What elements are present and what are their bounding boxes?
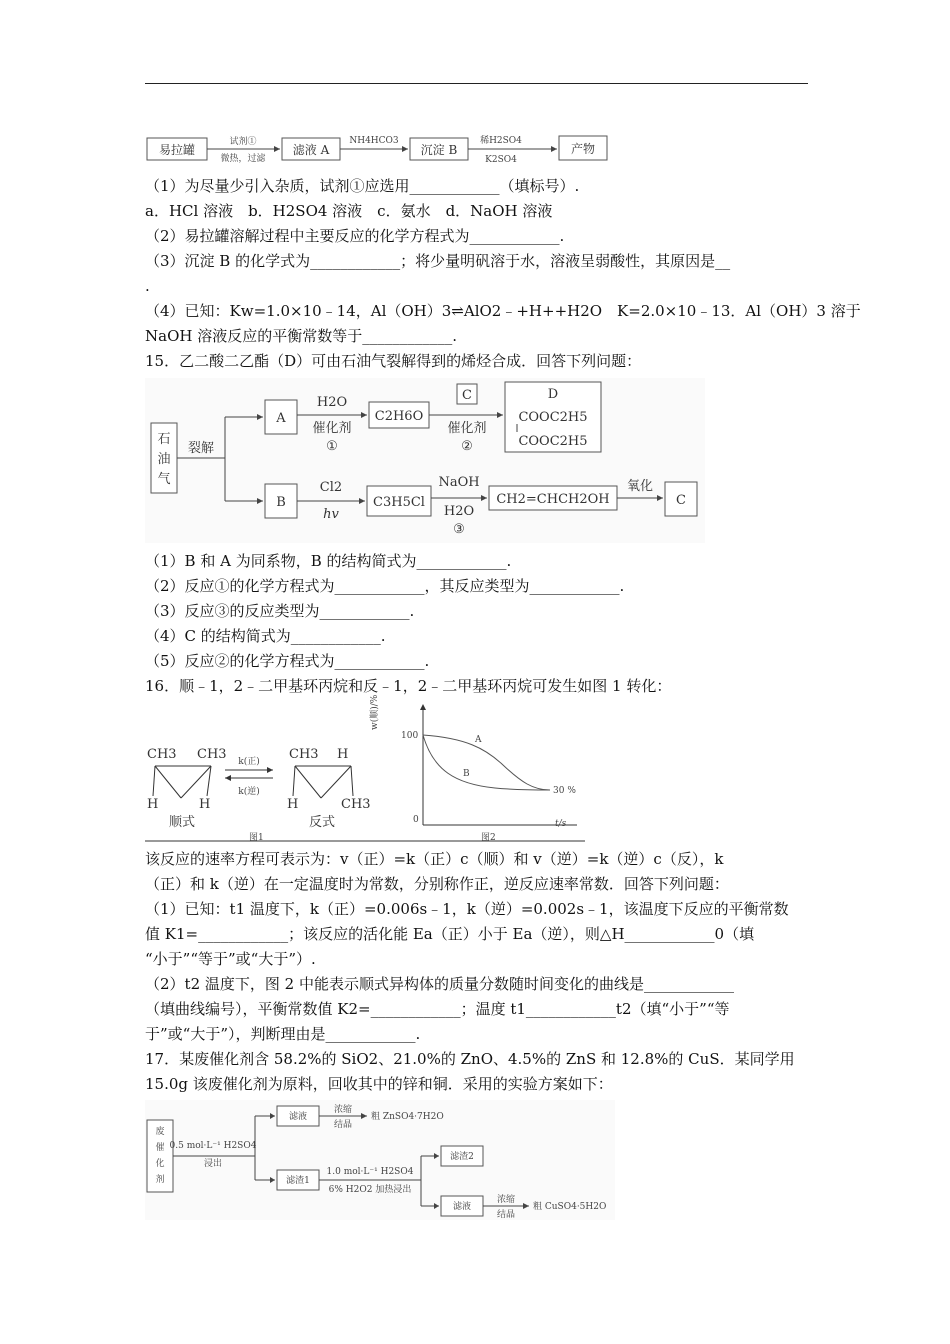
q16-part2: （2）t2 温度下，图 2 中能表示顺式异构体的质量分数随时间变化的曲线是____________ [145,975,734,993]
flow1-op1: 微热，过滤 [220,154,266,164]
flow1-reagent2: NH4HCO3 [349,136,399,146]
crack-label: 裂解 [187,441,215,456]
cuso4-label: 粗 CuSO4·5H2O [533,1202,607,1212]
trans-label: 反式 [309,815,336,830]
cis-h-right: H [199,797,211,812]
d-label: D [547,387,559,402]
figure-2-caption: 图2 [481,833,496,843]
q15-part3: （3）反应③的反应类型为____________. [145,602,415,620]
water-label: H2O [316,395,348,410]
flow-diagram-2 [145,378,705,543]
q16-rate-eq: 该反应的速率方程可表示为：v（正）=k（正）c（顺）和 v（逆）=k（逆）c（反），k [145,850,724,868]
flow-diagram-3 [145,1100,615,1220]
box-a-label: A [276,411,286,426]
figure-1-isomerization [145,700,385,845]
q16-part2-cont2: 于”或“大于”），判断理由是____________. [145,1025,421,1043]
q16-part2-cont: （填曲线编号），平衡常数值 K2=____________；温度 t1____________t2（填“小于”“等 [145,1000,730,1018]
q15-part4: （4）C 的结构简式为____________. [145,627,386,645]
filtrate-2-label: 滤液 [452,1202,472,1212]
fig2-origin: 0 [413,815,419,825]
c3h5cl-label: C3H5Cl [373,495,425,510]
catalyst-label-2: 催化剂 [447,421,487,436]
curve-b-label: B [463,769,470,779]
step-3-label: ③ [453,522,465,537]
c-reagent-label: C [462,388,472,403]
cl2-label: Cl2 [319,480,343,495]
cis-ch3-left: CH3 [147,747,177,762]
q15-part1: （1）B 和 A 为同系物，B 的结构简式为____________. [145,552,512,570]
src-char-4: 剂 [155,1175,165,1185]
fig2-xlabel: t/s [555,819,567,829]
src-char-1: 废 [155,1127,165,1137]
q14-options: a．HCl 溶液 b．H2SO4 溶液 c．氨水 d．NaOH 溶液 [145,202,553,220]
header-rule [145,83,808,84]
hv-label: hv [323,507,339,522]
h2o2-label: 6% H2O2 加热浸出 [328,1185,412,1195]
acid1-label: 0.5 mol·L⁻¹ H2SO4 [169,1141,257,1151]
evap-label-2: 浓缩 [496,1195,516,1205]
cis-h-left: H [147,797,159,812]
src-char-2: 催 [155,1143,165,1153]
catalyst-label-1: 催化剂 [312,421,352,436]
oxidation-label: 氧化 [626,479,654,494]
cis-ch3-right: CH3 [197,747,227,762]
k-reverse-label: k(逆) [238,787,260,797]
trans-h-bottom: H [287,797,299,812]
q15-title: 15．乙二酸二乙酯（D）可由石油气裂解得到的烯烃合成．回答下列问题： [145,352,642,370]
q14-part3: （3）沉淀 B 的化学式为____________；将少量明矾溶于水，溶液呈弱酸性，其原因是__ [145,252,731,270]
flow-diagram-1 [145,128,615,172]
source-char-1: 石 [157,432,171,447]
flow1-start: 易拉罐 [158,143,196,157]
evap-label-1: 浓缩 [333,1105,353,1115]
trans-ch3-top: CH3 [289,747,319,762]
q17-title: 17．某废催化剂含 58.2%的 SiO2、21.0%的 ZnO、4.5%的 ZnS 和 12.8%的 CuS．某同学用 [145,1050,795,1068]
q16-part1-cont: 值 K1=____________；该反应的活化能 Ea（正）小于 Ea（逆），则△H____________0（填 [145,925,755,943]
q17-title-cont: 15.0g 该废催化剂为原料，回收其中的锌和铜．采用的实验方案如下： [145,1075,613,1093]
src-char-3: 化 [155,1159,165,1169]
q14-part2: （2）易拉罐溶解过程中主要反应的化学方程式为____________. [145,227,565,245]
flow1-filtrate-a: 滤液 A [292,143,330,157]
allyl-alcohol-label: CH2=CHCH2OH [496,492,610,507]
flow1-product: 产物 [570,142,596,156]
residue-1-label: 滤渣1 [286,1176,310,1186]
q15-part2: （2）反应①的化学方程式为____________，其反应类型为____________. [145,577,625,595]
c2h6o-label: C2H6O [374,409,424,424]
residue-2-label: 滤渣2 [450,1152,474,1162]
d-bottom-group: COOC2H5 [518,434,588,449]
curve-a [423,735,550,790]
q16-rate-eq-cont: （正）和 k（逆）在一定温度时为常数，分别称作正，逆反应速率常数．回答下列问题： [145,875,729,893]
q14-part4: （4）已知：Kw=1.0×10﹣14，Al（OH）3⇌AlO2﹣+H++H2O K=2.0×10﹣13．Al（OH）3 溶于 [145,302,861,320]
k-forward-label: k(正) [238,757,260,767]
q14-part1: （1）为尽量少引入杂质，试剂①应选用____________（填标号）. [145,177,580,195]
flow1-reagent1: 试剂① [229,137,257,147]
cis-label: 顺式 [169,815,196,830]
curve-a-label: A [475,735,482,745]
water-label-2: H2O [443,504,475,519]
acid2-label: 1.0 mol·L⁻¹ H2SO4 [326,1167,414,1177]
cryst-label-1: 结晶 [333,1120,353,1130]
fig2-y30: 30 % [553,786,576,796]
step-2-label: ② [461,439,473,454]
q16-part1-cont2: “小于”“等于”或“大于”）. [145,950,316,968]
box-b-label: B [276,495,286,510]
q15-part5: （5）反应②的化学方程式为____________. [145,652,430,670]
leach1-label: 浸出 [203,1159,223,1169]
q16-title: 16．顺﹣1，2﹣二甲基环丙烷和反﹣1，2﹣二甲基环丙烷可发生如图 1 转化： [145,677,672,695]
filtrate-1-label: 滤液 [288,1112,308,1122]
figure-1-caption: 图1 [249,833,264,843]
trans-ch3-bottom: CH3 [341,797,371,812]
trans-h-top: H [337,747,349,762]
q14-part4-cont: NaOH 溶液反应的平衡常数等于____________. [145,327,457,345]
flow1-reagent3a: 稀H2SO4 [480,136,522,146]
c-end-label: C [676,493,686,508]
source-char-3: 气 [157,472,171,487]
fig2-y100: 100 [401,731,419,741]
source-char-2: 油 [157,452,171,467]
figure-2-curves [370,694,585,845]
flow1-reagent3b: K2SO4 [485,155,517,165]
flow1-precip-b: 沉淀 B [420,143,458,157]
naoh-label: NaOH [438,475,480,490]
curve-b [423,735,550,790]
q16-part1: （1）已知：t1 温度下，k（正）=0.006s﹣1，k（逆）=0.002s﹣1，该温度下反应的平衡常数 [145,900,789,918]
step-1-label: ① [326,439,338,454]
znso4-label: 粗 ZnSO4·7H2O [371,1112,444,1122]
cryst-label-2: 结晶 [496,1210,516,1220]
q14-part3-cont: . [145,277,150,295]
d-top-group: COOC2H5 [518,410,588,425]
fig2-ylabel: w(顺)/% [370,694,380,730]
